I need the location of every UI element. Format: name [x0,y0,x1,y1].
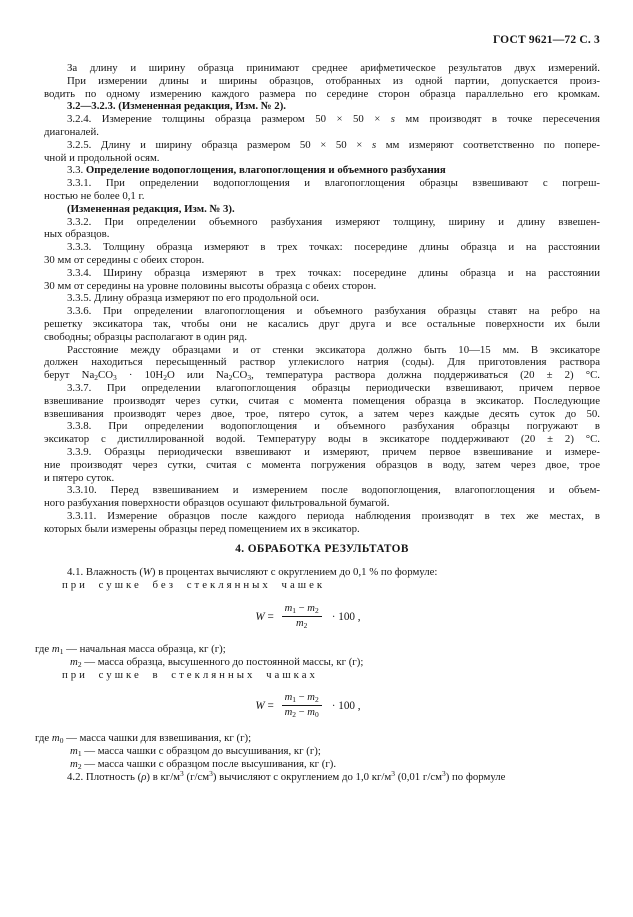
text-segment: водить по одному измерению каждого размера по середине сторон образца параллельно его кромкам. [44,87,600,100]
text-segment: 3 [113,373,117,383]
text-segment: свободны; образцы располагают в один ряд. [44,330,248,343]
text-segment: W [142,566,152,579]
document-body [35,62,601,784]
text-segment: 3.3.8. При определении водопоглощения и объемного разбухания образцы погружают в [67,420,600,433]
text-segment: CO [98,369,113,382]
text-segment: ного разбухания поверхности образцов осушают фильтровальной бумагой. [44,497,390,510]
text-line [44,433,600,446]
text-segment: m [70,745,78,758]
text-segment: 3.2.4. Измерение толщины образца размером 50 × 50 × [67,113,391,126]
text-line [44,190,600,203]
text-segment: 30 мм от середины с обеих сторон. [44,253,205,266]
fraction-denominator [285,706,319,719]
text-segment: − [296,707,308,719]
text-segment: − [296,692,308,704]
text-line [44,177,600,190]
text-segment: m [70,758,78,771]
text-segment: 3 [441,768,446,778]
text-segment: 3.3.9. Образцы периодически взвешивают и измеряют, причем первое взвешивание и измере- [67,445,600,458]
text-segment: взвешивания производят через двое, трое, пятеро суток, а затем через каждые десять суток до 50. [44,407,600,420]
text-line [44,305,600,318]
text-segment: 1 [292,695,297,705]
text-segment: O или Na [166,369,229,382]
fraction [282,603,322,630]
text-line [44,382,600,395]
text-segment: должен находиться пересыщенный раствор углекислого натрия (соды). Для приготовления раствора [44,356,600,369]
text-segment: где [35,732,52,745]
text-segment: При измерении длины и ширины образцов, отобранных из одной партии, допускается произ- [67,74,600,87]
text-segment: , температура раствора должна поддерживаться (20 ± 2) °С. [251,369,601,382]
text-line [44,344,600,357]
text-segment: Расстояние между образцами и от стенки эксикатора должно быть 10—15 мм. В эксикаторе [67,343,600,356]
text-segment: ние производят через сутки, считая с момента погружения образцов в воду, затем через двое, трое [44,458,600,471]
text-line [44,254,600,267]
text-segment: при сушке без стеклянных чашек [62,579,326,592]
text-line [44,62,600,75]
text-segment: чной и продольной осям. [44,151,160,164]
text-segment: W [255,699,265,712]
formula [30,692,586,719]
text-segment: m [307,692,315,704]
text-segment: 3.3.10. Перед взвешиванием и измерением после водопоглощения, влагопоглощения и объем- [67,484,600,497]
text-segment: = [264,699,277,712]
text-segment: ) в кг/м [146,770,181,783]
text-segment: эксикатор с дистиллированной водой. Температуру воды в эксикаторе поддерживают (20 ± 2) °С. [44,433,600,446]
text-segment: 2 [77,762,82,772]
text-line [44,203,600,216]
text-segment: W [255,610,265,623]
text-line [44,408,600,421]
text-segment: 0 [59,736,64,746]
text-line [44,100,600,113]
text-segment: = [264,610,277,623]
text-segment: ) в процентах вычисляют с округлением до 0,1 % по формуле: [151,566,438,579]
text-line [44,472,600,485]
text-segment: (Измененная редакция, Изм. № 3). [67,202,235,215]
text-segment: · 10H [116,369,164,382]
text-segment: (0,01 г/см [395,770,442,783]
text-line [44,241,600,254]
text-segment: ных образцов. [44,228,110,241]
text-segment: CO [232,369,248,382]
text-segment: которых были измерены образцы перед помещением их в эксикатор. [44,522,360,535]
text-line [44,216,600,229]
text-segment: 1 [292,606,297,616]
text-line [44,497,600,510]
text-segment: 3 [391,768,396,778]
text-segment: 2 [314,606,319,616]
text-segment: берут Na [44,369,95,382]
text-line [44,331,600,344]
formula-lhs [255,611,276,623]
formula-tail: · 100 , [331,610,361,623]
text-line [44,420,600,433]
text-segment: взвешивание производят через сутки, считая с момента помещения образца в эксикатор. Последующие [44,394,600,407]
text-segment: 2 [163,373,167,383]
text-line [35,643,600,656]
text-segment: — масса чашки с образцом после высушивания, кг (г). [81,758,337,771]
text-segment: 3.3.2. При определении объемного разбухания измеряют толщину, ширину и длину взвешен- [67,215,600,228]
text-segment: 4.2. Плотность ( [67,770,142,783]
text-segment: 1 [77,749,82,759]
section-title: 4. ОБРАБОТКА РЕЗУЛЬТАТОВ [235,543,409,556]
text-segment: — масса образца, высушенного до постоянной массы, кг (г); [81,655,364,668]
text-segment: 3.3.3. Толщину образца измеряют в трех точках: посередине длины образца и на расстоянии [67,241,600,254]
text-segment: диагоналей. [44,125,99,138]
text-segment: 3.3.7. При определении влагопоглощения образцы периодически взвешивают, причем первое [67,381,600,394]
text-segment: 2 [228,373,233,383]
text-line [35,732,600,745]
text-segment: 2 [314,695,319,705]
text-line [70,758,600,771]
text-segment: s [371,138,377,151]
text-segment: s [390,113,395,126]
text-line [44,164,600,177]
text-segment: m [307,603,315,615]
text-segment: решетку эксикатора так, чтобы они не касались друг друга и все остальные поверхности их были [44,317,600,330]
text-segment: − [296,603,308,615]
text-line [44,356,600,369]
text-segment: ) по формуле [445,770,506,783]
text-segment: ) вычисляют с округлением до 1,0 кг/м [212,770,392,783]
text-line [44,113,600,126]
text-segment: m [284,603,293,615]
formula-tail: · 100 , [331,699,361,712]
text-segment: За длину и ширину образца принимают среднее арифметическое результатов двух измерений. [67,62,600,74]
text-line [62,669,600,682]
text-segment: и пятеро суток. [44,471,115,484]
text-segment: (г/см [183,770,210,783]
text-segment: 0 [314,710,319,720]
fraction-numerator [282,692,322,706]
text-segment: ностью не более 0,1 г. [44,189,145,202]
text-line [44,292,600,305]
page-header-gost: ГОСТ 9621—72 С. 3 [492,34,600,46]
text-segment: 4.1. Влажность ( [67,566,143,579]
text-line [44,318,600,331]
formula [30,603,586,630]
text-segment: 3.3.5. Длину образца измеряют по его продольной оси. [67,292,320,305]
text-line [44,484,600,497]
text-segment: m [51,732,60,745]
text-line [44,369,600,382]
text-segment: 3 [180,768,184,778]
text-segment: 2 [292,710,297,720]
text-segment: мм измеряют соответственно по попере- [376,138,600,151]
text-segment: мм производят в точке пересечения [394,113,601,126]
text-line [44,75,600,88]
text-line [44,152,600,165]
text-segment: 3 [209,768,213,778]
text-segment: где [35,643,52,656]
text-line [44,267,600,280]
text-segment: m [295,618,304,630]
text-segment: 3.3.4. Ширину образца измеряют в трех точках: посередине длины образца и на расстоянии [67,266,600,279]
text-line [44,510,600,523]
text-segment: 2 [303,621,308,631]
text-line [44,768,600,784]
text-segment: — масса чашки с образцом до высушивания, кг (г); [81,745,321,758]
text-segment: 3.3.1. При определении водопоглощения и влагопоглощения образцы взвешивают с погреш- [67,177,600,190]
text-line [44,228,600,241]
text-segment: 3.2—3.2.3. (Измененная редакция, Изм. № 2). [67,100,287,113]
text-segment: m [284,707,293,719]
text-line [44,139,600,152]
text-segment: — масса чашки для взвешивания, кг (г); [63,732,252,745]
text-segment: 3.2.5. Длину и ширину образца размером 50 × 50 × [67,138,372,151]
fraction-numerator [282,603,322,617]
text-line [44,395,600,408]
text-segment: m [307,707,315,719]
text-segment: 3.3.6. При определении влагопоглощения и объемного разбухания образцы ставят на ребро на [67,305,600,318]
text-segment: 3.3. [67,164,86,177]
text-segment: 30 мм от середины на уровне половины высоты образца с обеих сторон. [44,279,377,292]
text-segment: m [51,643,60,656]
text-segment: Определение водопоглощения, влагопоглощения и объемного разбухания [85,164,446,177]
text-segment: 1 [59,647,64,657]
text-segment: 2 [77,659,82,669]
text-segment: m [284,692,293,704]
text-segment: 3 [247,373,252,383]
text-line [44,459,600,472]
text-segment: при сушке в стеклянных чашках [62,668,318,681]
text-segment: 3.3.11. Измерение образцов после каждого периода наблюдения производят в тех же местах, в [67,509,600,522]
text-line [44,446,600,459]
text-segment: — начальная масса образца, кг (г); [63,643,226,656]
text-segment: 2 [94,373,98,383]
fraction-denominator [296,617,307,630]
fraction [282,692,322,719]
text-line [44,523,600,536]
text-line [70,656,600,669]
text-segment: m [70,655,78,668]
formula-lhs [255,700,276,712]
text-line [62,579,600,592]
text-line [44,88,600,101]
text-line [44,126,600,139]
text-line [70,745,600,758]
text-line [44,280,600,293]
text-line [44,566,600,579]
text-segment: ρ [141,770,147,783]
